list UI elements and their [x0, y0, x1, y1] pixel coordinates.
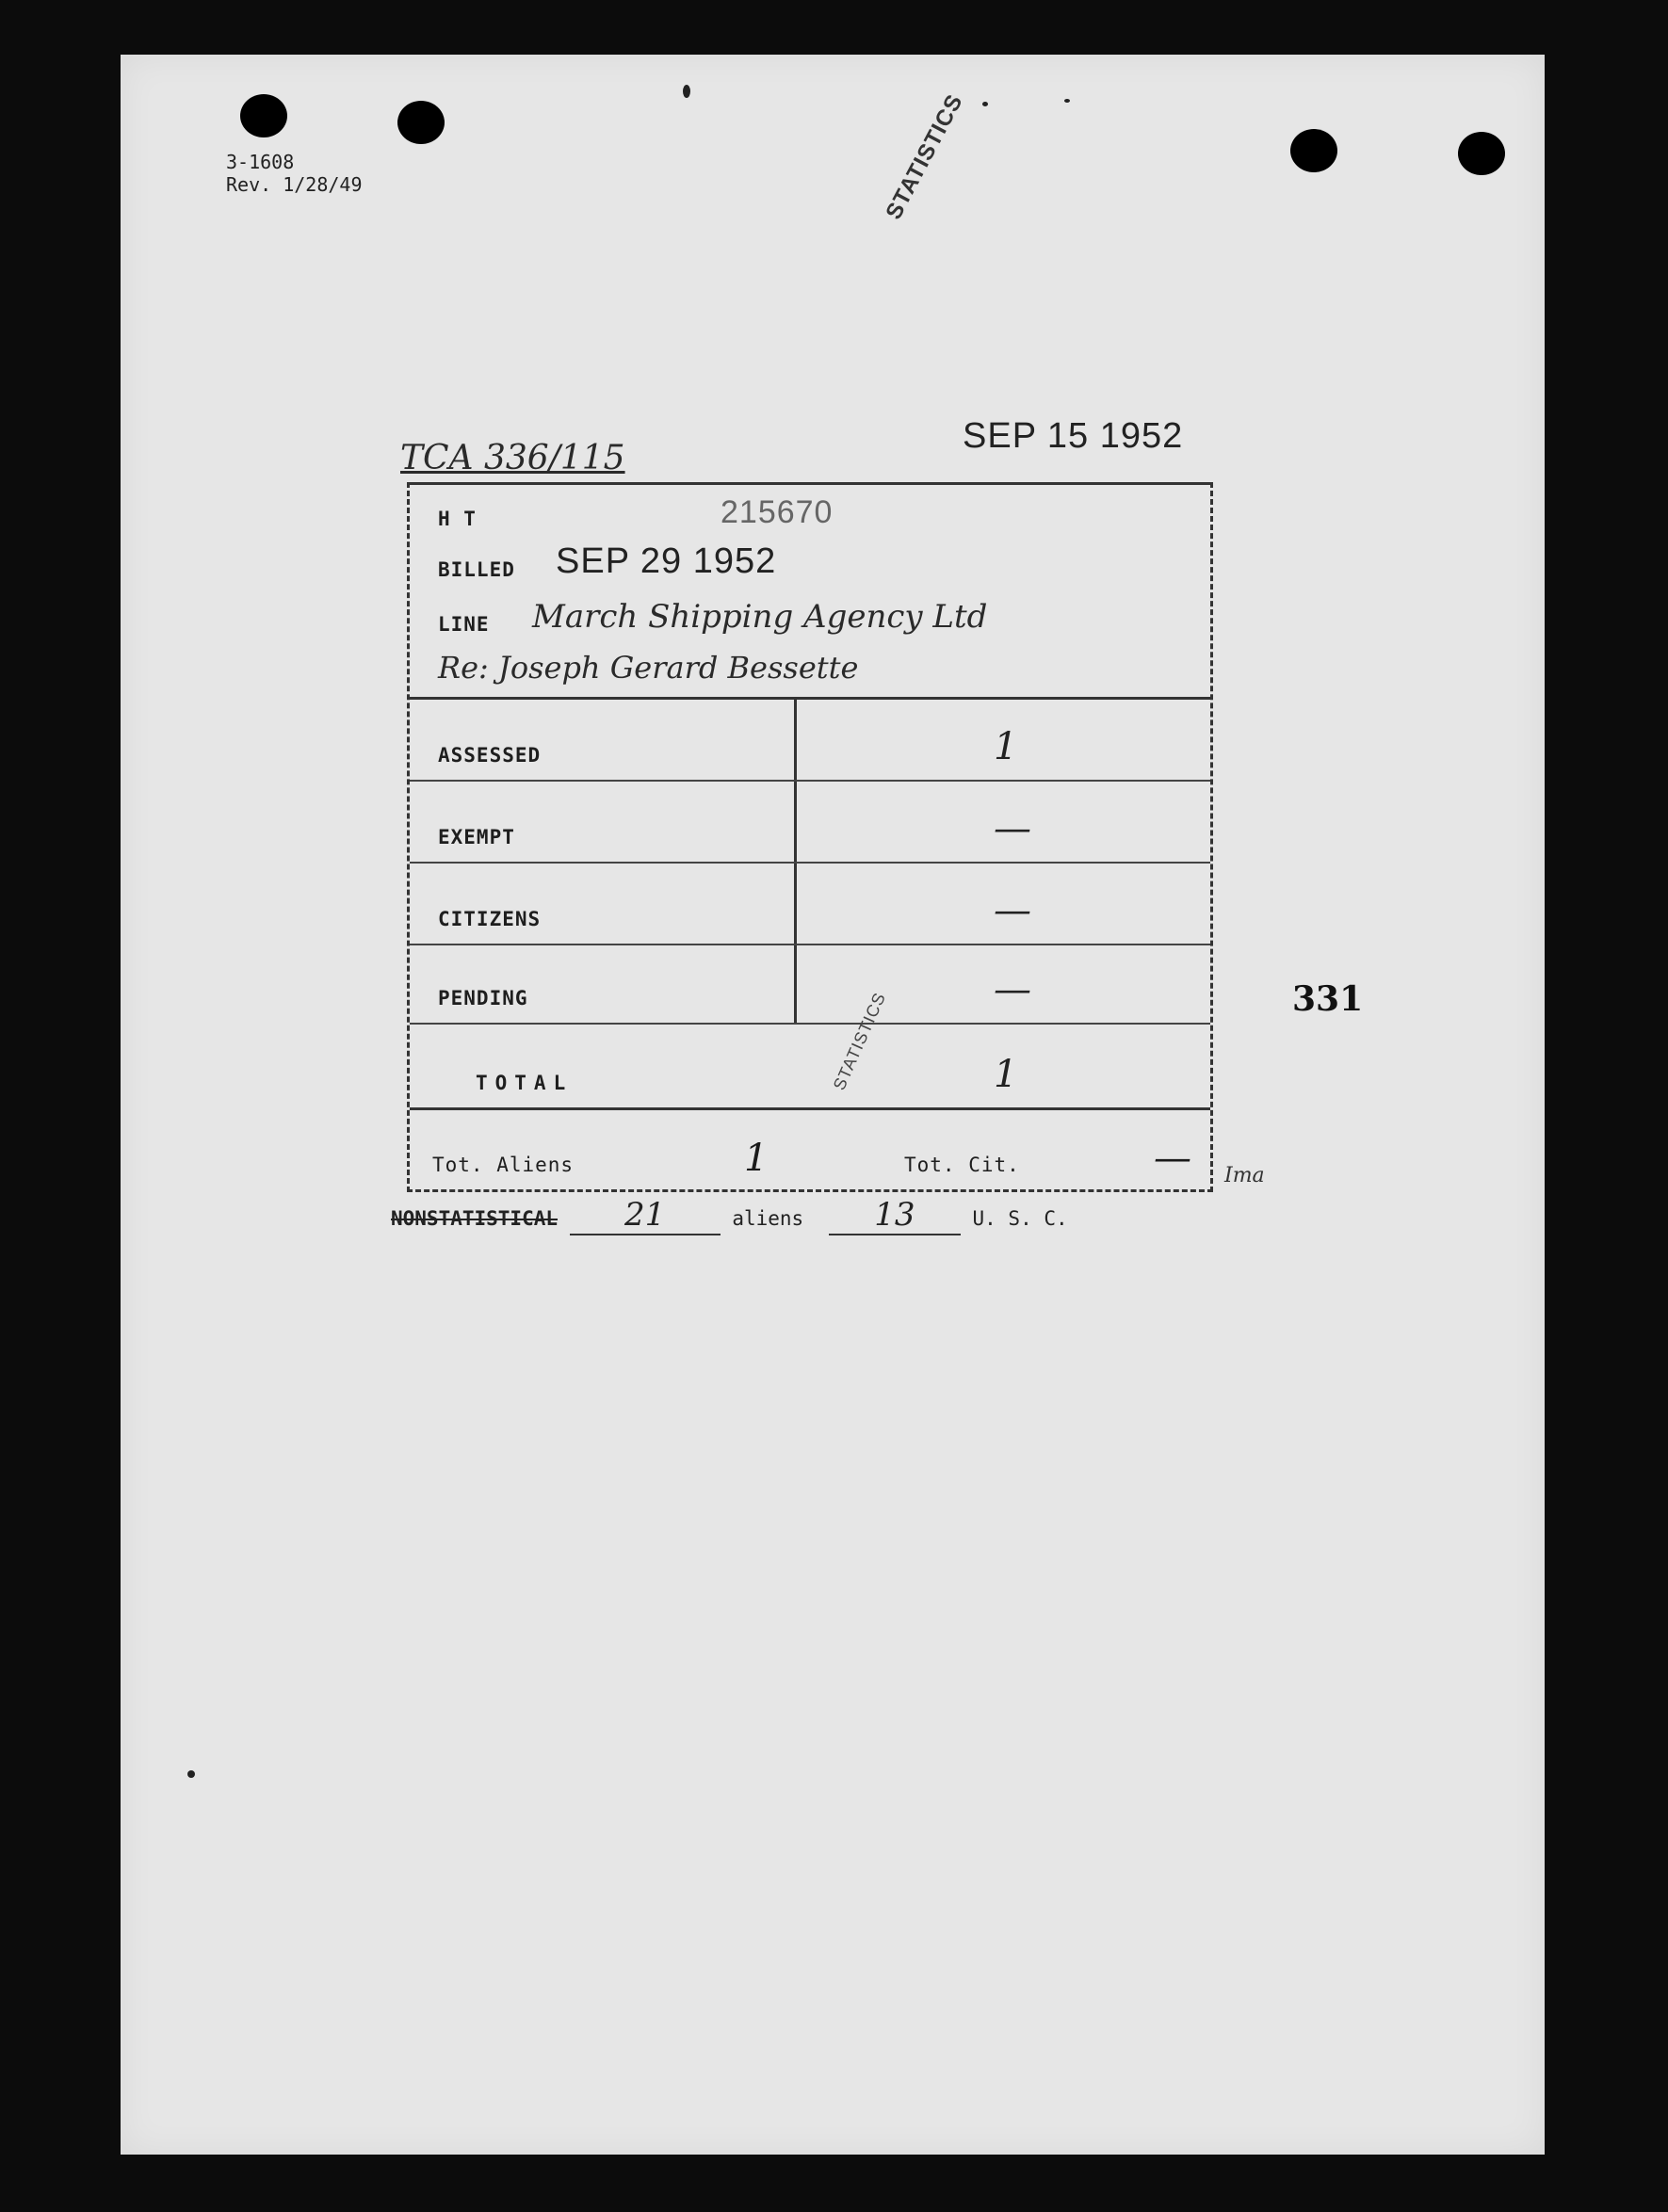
- page-number: 331: [1292, 979, 1364, 1019]
- column-divider: [794, 782, 797, 862]
- total-row: [410, 1025, 1210, 1110]
- total-aliens-label: Tot. Aliens: [432, 1154, 575, 1176]
- handwritten-initials: Ima: [1224, 1164, 1265, 1187]
- ht-number-stamp: 215670: [721, 494, 834, 530]
- ht-label: H T: [438, 508, 477, 530]
- totals-footer: [410, 1110, 1210, 1189]
- usc-label: U. S. C.: [972, 1207, 1068, 1230]
- paper-speck: [683, 85, 690, 98]
- row-value: —: [994, 968, 1031, 1011]
- statistics-stamp: STATISTICS: [829, 989, 890, 1093]
- row-value: —: [994, 807, 1031, 850]
- pending-row: [410, 945, 1210, 1025]
- paper-speck: [187, 1770, 195, 1778]
- citizens-row: [410, 864, 1210, 945]
- assessed-row: [410, 700, 1210, 782]
- total-citizens-label: Tot. Cit.: [904, 1154, 1020, 1176]
- head-tax-form: [407, 482, 1213, 1192]
- total-citizens-value: —: [1154, 1137, 1191, 1180]
- file-reference: TCA 336/115: [400, 439, 625, 477]
- nonstatistical-line: [391, 1196, 1068, 1235]
- line-value: March Shipping Agency Ltd: [532, 598, 988, 636]
- nonstatistical-label: NONSTATISTICAL: [391, 1207, 559, 1230]
- column-divider: [794, 700, 797, 780]
- line-label: LINE: [438, 613, 490, 636]
- punch-hole: [240, 94, 287, 137]
- received-date-stamp: SEP 15 1952: [963, 416, 1184, 456]
- statistics-stamp: STATISTICS: [881, 89, 968, 224]
- paper-speck: [1064, 99, 1070, 103]
- row-value: —: [994, 889, 1031, 932]
- row-value: 1: [994, 725, 1018, 768]
- billed-date-stamp: SEP 29 1952: [556, 541, 777, 581]
- row-value: 1: [994, 1053, 1018, 1096]
- column-divider: [794, 945, 797, 1023]
- row-label: PENDING: [438, 987, 528, 1009]
- billed-label: BILLED: [438, 558, 515, 581]
- aliens-label: aliens: [732, 1207, 804, 1230]
- punch-hole: [1290, 129, 1337, 172]
- usc-count: 13: [829, 1196, 961, 1235]
- punch-hole: [397, 101, 445, 144]
- row-label: EXEMPT: [438, 826, 515, 848]
- row-label: ASSESSED: [438, 744, 542, 767]
- aliens-count: 21: [570, 1196, 721, 1235]
- punch-hole: [1458, 132, 1505, 175]
- row-label: TOTAL: [476, 1072, 574, 1094]
- re-value: Re: Joseph Gerard Bessette: [438, 650, 859, 686]
- paper-speck: [982, 102, 988, 106]
- total-aliens-value: 1: [744, 1137, 769, 1180]
- form-header: [410, 485, 1210, 700]
- row-label: CITIZENS: [438, 908, 542, 930]
- form-number: 3-1608 Rev. 1/28/49: [226, 151, 363, 196]
- column-divider: [794, 864, 797, 944]
- exempt-row: [410, 782, 1210, 864]
